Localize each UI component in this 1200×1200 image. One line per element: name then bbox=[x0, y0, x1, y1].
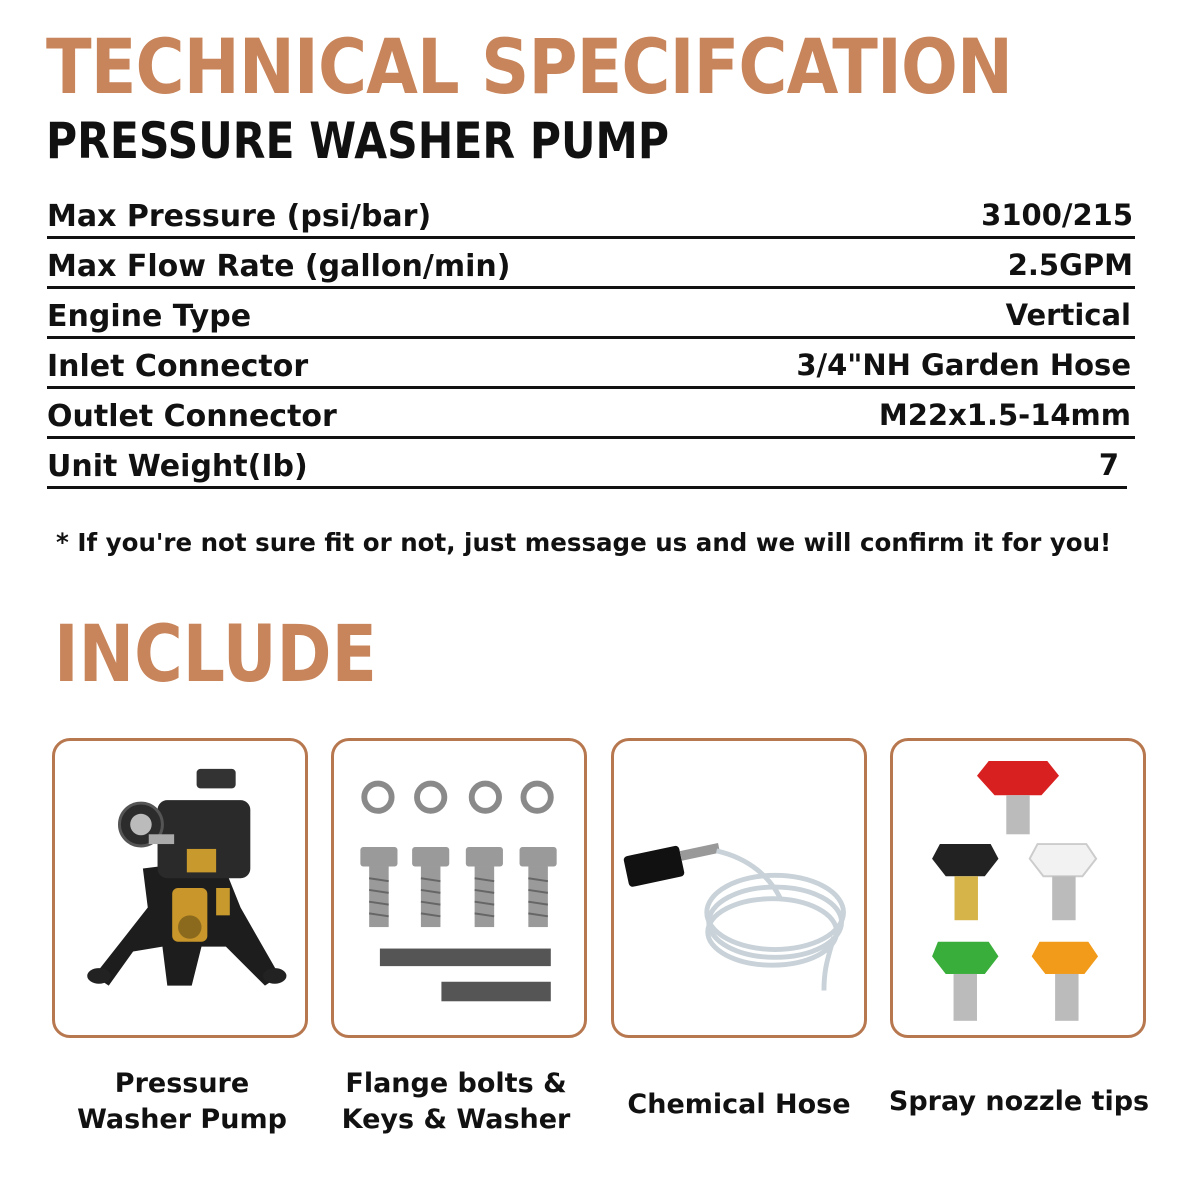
spec-row bbox=[47, 442, 1127, 489]
spec-row bbox=[47, 192, 1135, 239]
fit-note: * If you're not sure fit or not, just message us and we will confirm it for you! bbox=[56, 528, 1112, 557]
nozzles-caption bbox=[884, 1084, 1154, 1120]
pump-image bbox=[55, 741, 305, 1035]
nozzles-image bbox=[893, 741, 1143, 1035]
hose-image bbox=[614, 741, 864, 1035]
caption-line: Washer Pump bbox=[77, 1104, 287, 1135]
spec-label: Inlet Connector bbox=[47, 349, 309, 384]
bolts-image bbox=[334, 741, 584, 1035]
spec-label: Unit Weight(Ib) bbox=[47, 449, 308, 484]
spec-label: Engine Type bbox=[47, 299, 252, 334]
spec-label: Max Flow Rate (gallon/min) bbox=[47, 249, 511, 284]
spec-value: 3100/215 bbox=[981, 198, 1133, 232]
spec-row bbox=[47, 242, 1135, 289]
caption-line: Spray nozzle tips bbox=[888, 1086, 1150, 1117]
bolts-caption bbox=[326, 1066, 586, 1138]
spec-row bbox=[47, 392, 1135, 439]
caption-line: Chemical Hose bbox=[627, 1089, 851, 1120]
pump-caption bbox=[52, 1066, 312, 1138]
hose-card bbox=[611, 738, 867, 1038]
spec-value: 3/4"NH Garden Hose bbox=[796, 348, 1131, 382]
caption-line: Keys & Washer bbox=[341, 1104, 571, 1135]
spec-row bbox=[47, 292, 1135, 339]
spec-value: Vertical bbox=[1005, 298, 1131, 332]
spec-row bbox=[47, 342, 1135, 389]
pump-card bbox=[52, 738, 308, 1038]
caption-line: Pressure bbox=[114, 1068, 250, 1099]
bolts-card bbox=[331, 738, 587, 1038]
hose-caption bbox=[609, 1087, 869, 1123]
spec-value: M22x1.5-14mm bbox=[878, 398, 1131, 432]
spec-label: Max Pressure (psi/bar) bbox=[47, 199, 432, 234]
include-title: INCLUDE bbox=[54, 610, 377, 700]
spec-value: 7 bbox=[1098, 448, 1119, 482]
page-subtitle: PRESSURE WASHER PUMP bbox=[46, 112, 669, 170]
caption-line: Flange bolts & bbox=[345, 1068, 567, 1099]
page-title: TECHNICAL SPECIFCATION bbox=[46, 22, 1013, 111]
nozzles-card bbox=[890, 738, 1146, 1038]
spec-value: 2.5GPM bbox=[1007, 248, 1133, 282]
spec-label: Outlet Connector bbox=[47, 399, 337, 434]
